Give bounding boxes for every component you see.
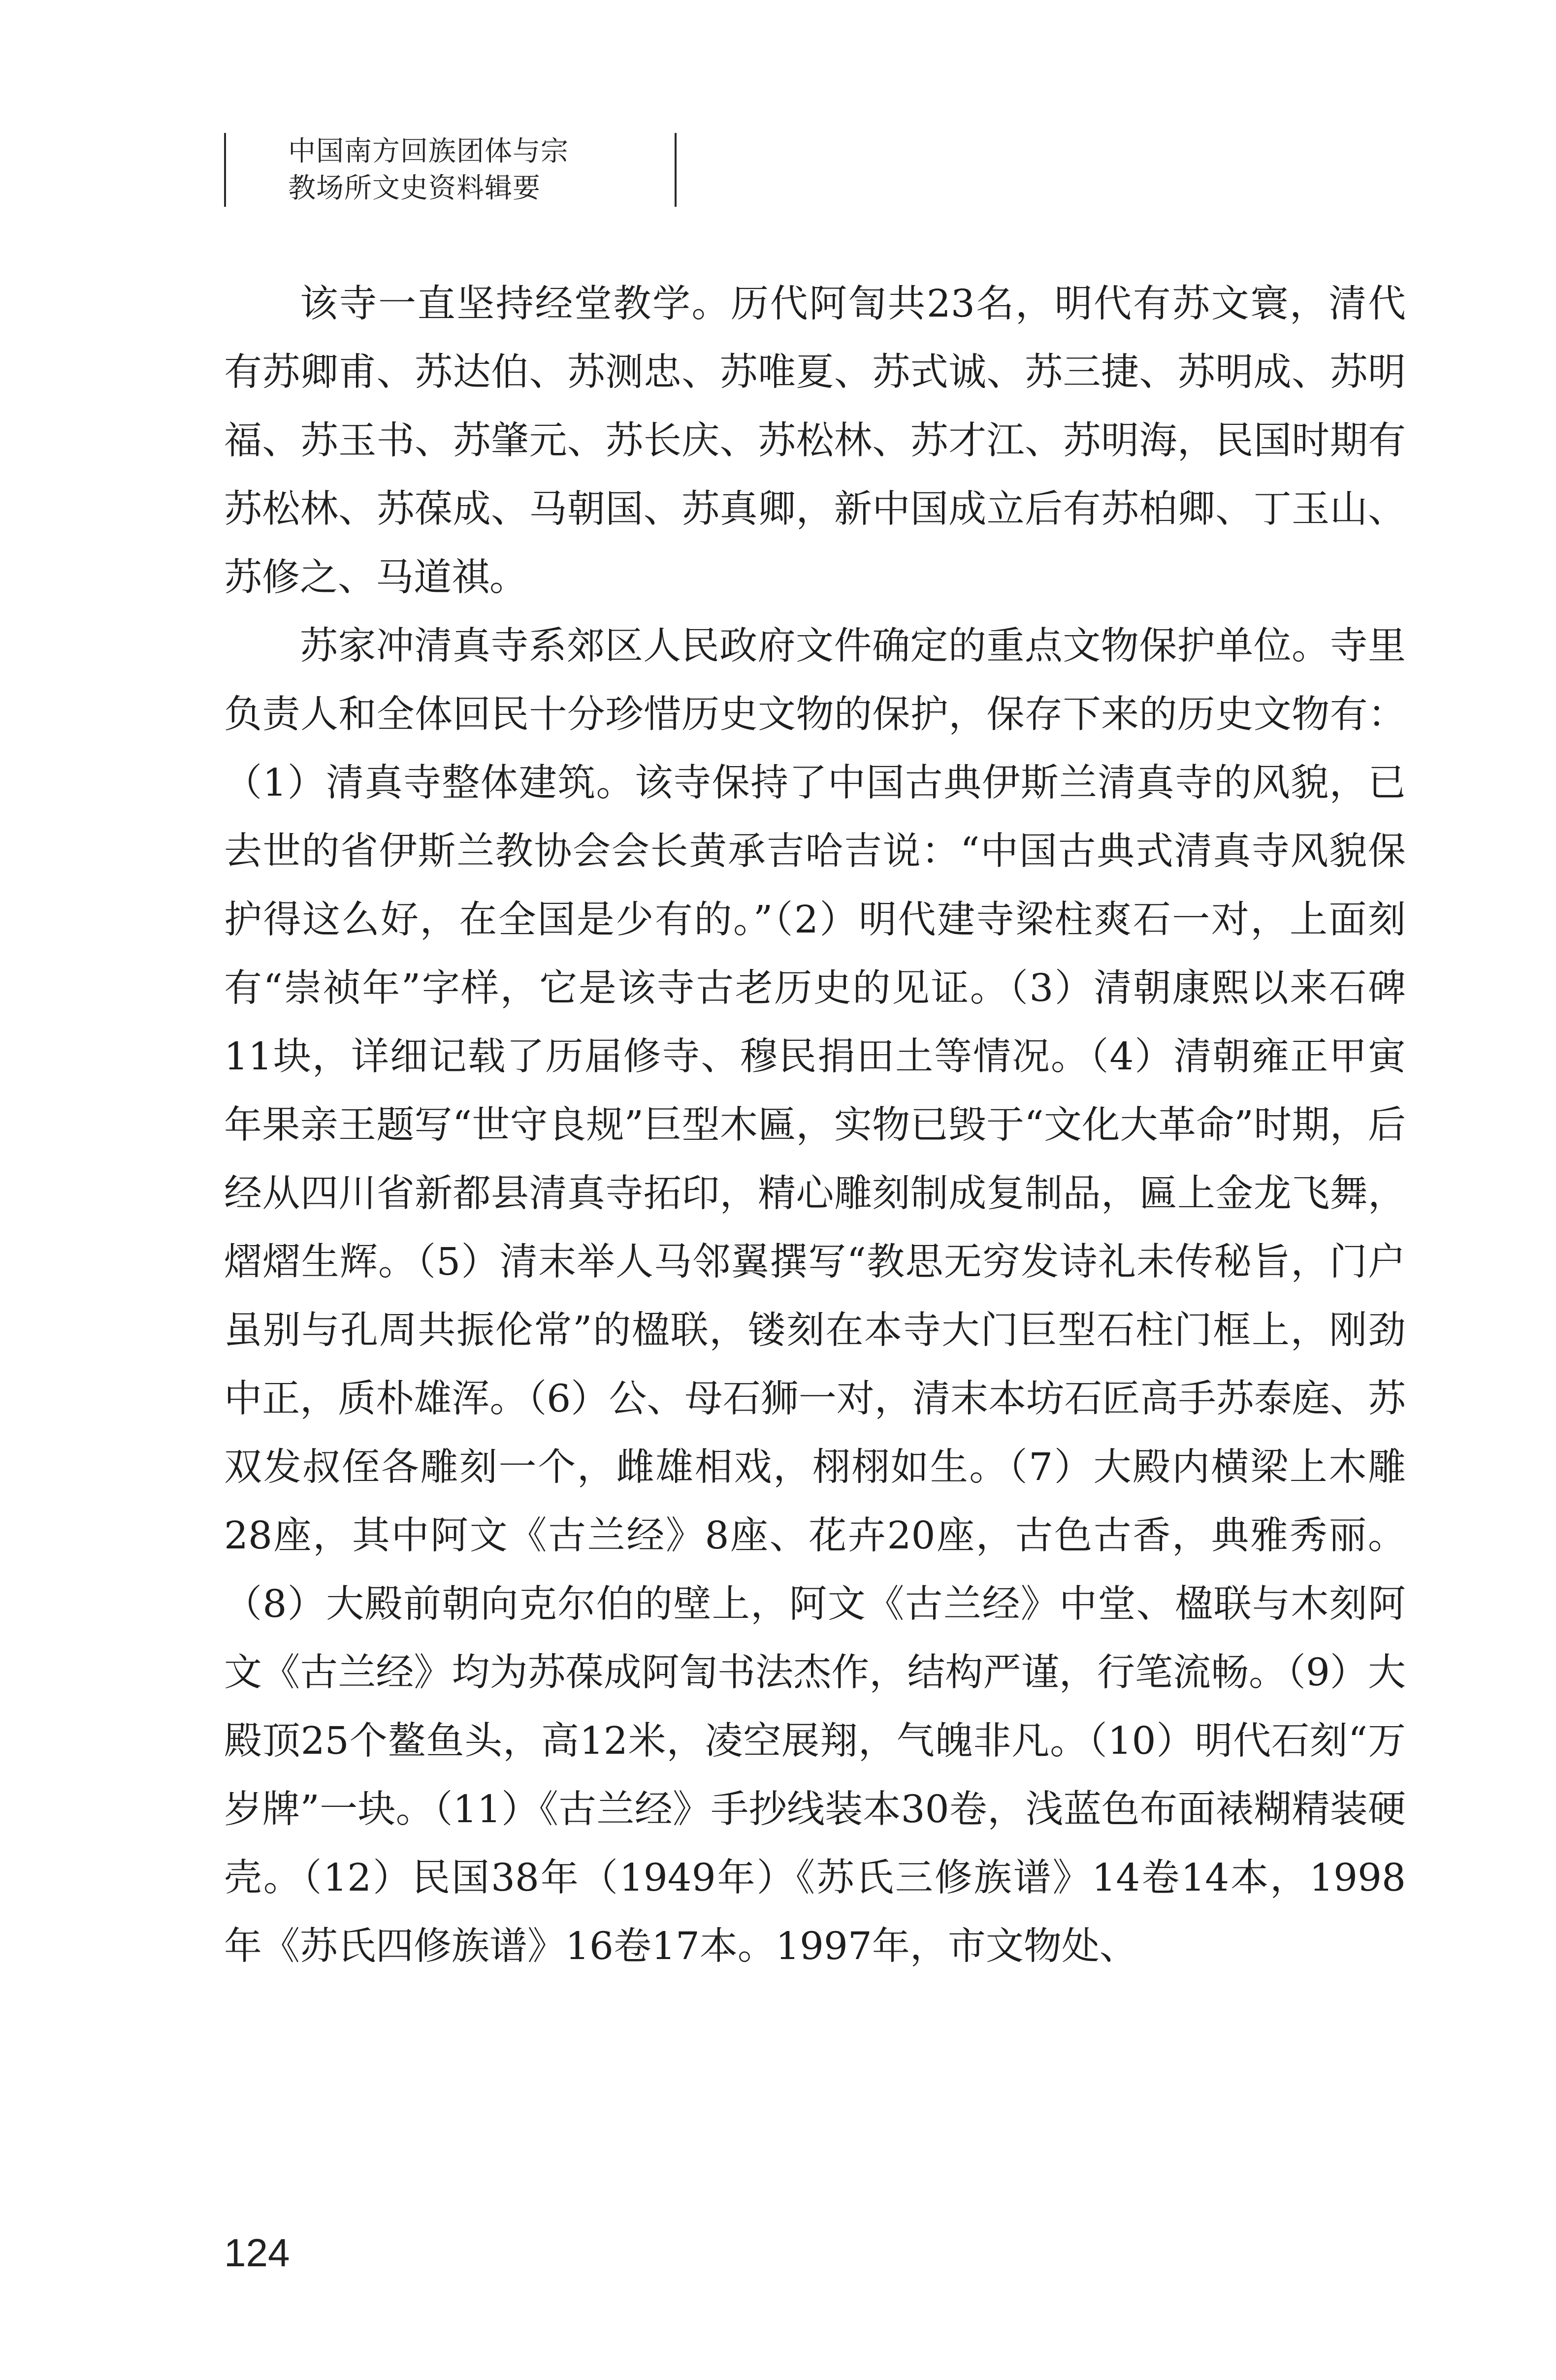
page-number: 124: [224, 2231, 290, 2275]
header-right-rule: [675, 133, 677, 207]
paragraph-imams: 该寺一直坚持经堂教学。历代阿訇共23名，明代有苏文寰，清代有苏卿甫、苏达伯、苏测忠、苏唯夏、苏式诚、苏三捷、苏明成、苏明福、苏玉书、苏肇元、苏长庆、苏松林、苏才江、苏明海，民国时期有苏松林、苏葆成、马朝国、苏真卿，新中国成立后有苏柏卿、丁玉山、苏修之、马道祺。: [224, 282, 1406, 600]
book-title-line-1: 中国南方回族团体与宗: [288, 135, 569, 167]
book-title-line-2: 教场所文史资料辑要: [288, 172, 541, 204]
book-title: [288, 133, 662, 207]
body-text: [224, 270, 1406, 1981]
header-left-rule: [224, 133, 226, 207]
paragraph-cultural-relics: 苏家冲清真寺系郊区人民政府文件确定的重点文物保护单位。寺里负责人和全体回民十分珍惜历史文物的保护，保存下来的历史文物有：（1）清真寺整体建筑。该寺保持了中国古典伊斯兰清真寺的风貌，已去世的省伊斯兰教协会会长黄承吉哈吉说：“中国古典式清真寺风貌保护得这么好，在全国是少有的。”（2）明代建寺梁柱爽石一对，上面刻有“崇祯年”字样，它是该寺古老历史的见证。（3）清朝康熙以来石碑11块，详细记载了历届修寺、穆民捐田土等情况。（4）清朝雍正甲寅年果亲王题写“世守良规”巨型木匾，实物已毁于“文化大革命”时期，后经从四川省新都县清真寺拓印，精心雕刻制成复制品，匾上金龙飞舞，熠熠生辉。（5）清末举人马邻翼撰写“教思无穷发诗礼未传秘旨，门户虽别与孔周共振伦常”的楹联，镂刻在本寺大门巨型石柱门框上，刚劲中正，质朴雄浑。（6）公、母石狮一对，清末本坊石匠高手苏泰庭、苏双发叔侄各雕刻一个，雌雄相戏，栩栩如生。（7）大殿内横梁上木雕28座，其中阿文《古兰经》8座、花卉20座，古色古香，典雅秀丽。（8）大殿前朝向克尔伯的壁上，阿文《古兰经》中堂、楹联与木刻阿文《古兰经》均为苏葆成阿訇书法杰作，结构严谨，行笔流畅。（9）大殿顶25个鳌鱼头，高12米，凌空展翔，气魄非凡。（10）明代石刻“万岁牌”一块。（11）《古兰经》手抄线装本30卷，浅蓝色布面裱糊精装硬壳。（12）民国38年（1949年）《苏氏三修族谱》14卷14本，1998年《苏氏四修族谱》16卷17本。1997年，市文物处、: [224, 624, 1406, 1968]
running-header: [224, 133, 677, 207]
